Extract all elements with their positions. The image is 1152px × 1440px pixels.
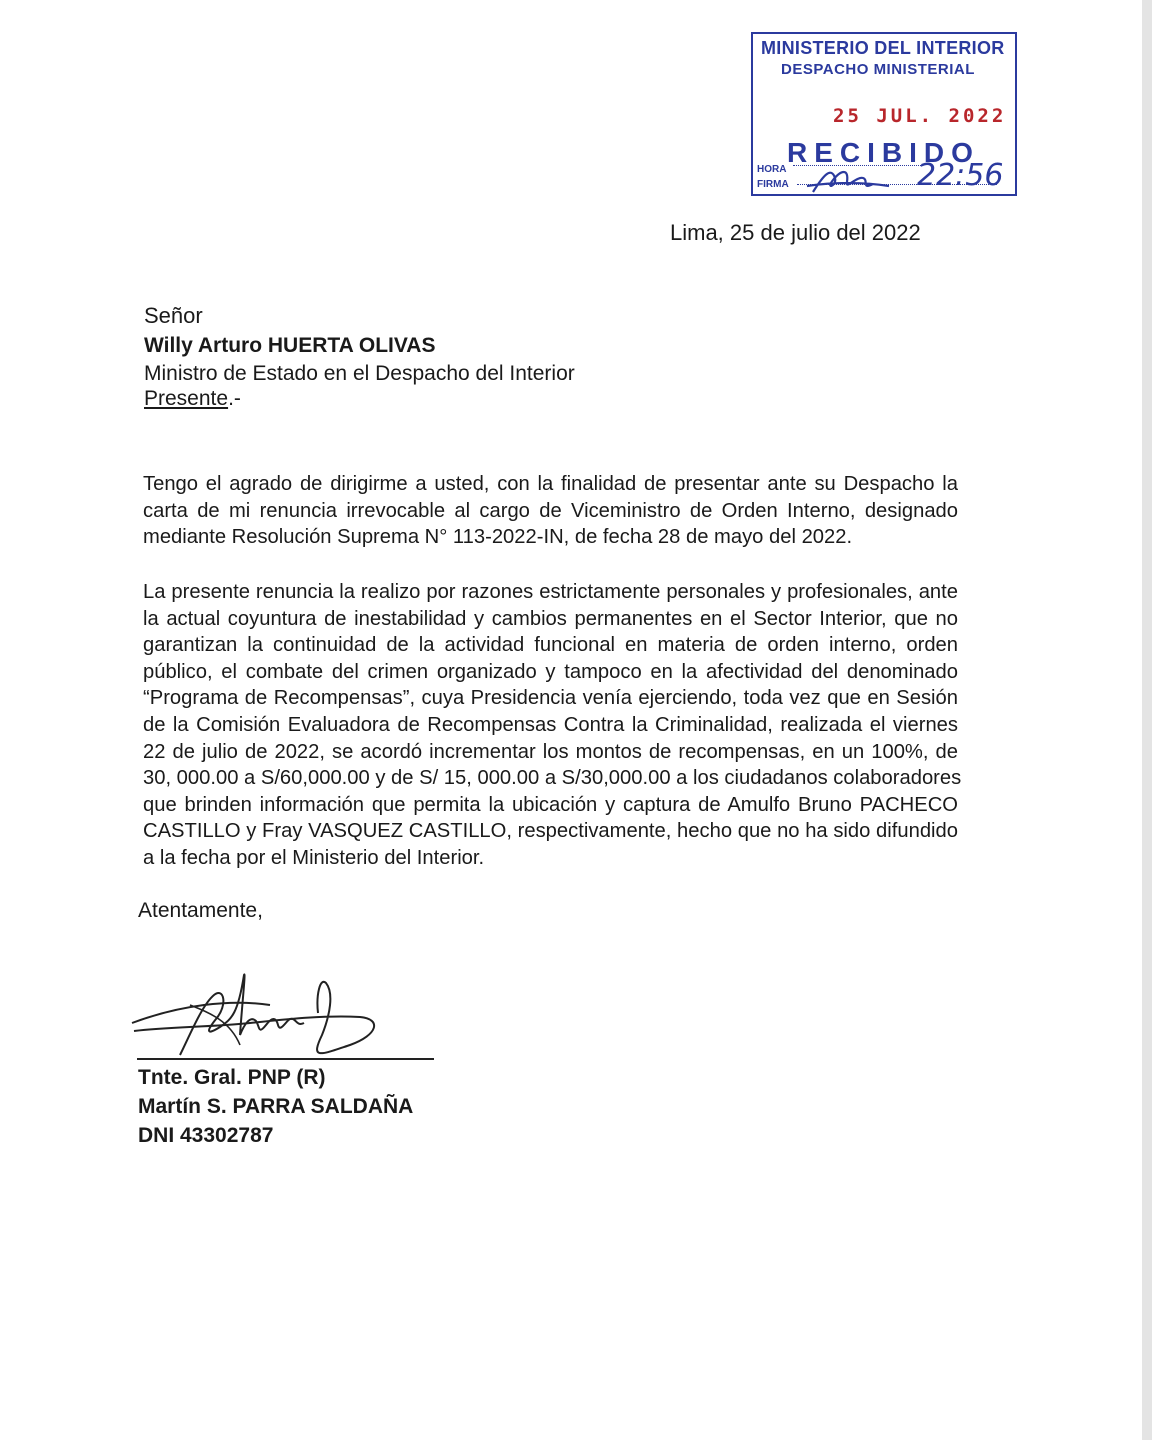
paragraph-line: La presente renuncia la realizo por razones estrictamente personales y profesionales, ante [143,581,958,603]
salutation: Señor [144,303,203,328]
page-edge [1142,0,1152,1440]
stamp-hora-label: HORA [757,164,787,175]
stamp-received: RECIBIDO [787,137,980,168]
stamp-ministry: MINISTERIO DEL INTERIOR [761,38,1005,58]
stamp-firma-label: FIRMA [757,179,789,190]
closing: Atentamente, [138,899,263,922]
paragraph-line: de la Comisión Evaluadora de Recompensas Contra la Criminalidad, realizada el viernes [143,713,958,736]
body-paragraph-2 [143,579,962,872]
paragraph-line: Tengo el agrado de dirigirme a usted, con la finalidad de presentar ante su Despacho la [143,473,958,495]
paragraph-line: la actual coyuntura de inestabilidad y cambios permanentes en el Sector Interior, que no [143,607,958,630]
signature-line [137,1058,434,1060]
paragraph-line: garantizan la continuidad de la actividad funcional en materia de orden interno, orden [143,634,958,657]
received-stamp [751,32,1017,196]
paragraph-line: 30, 000.00 a S/60,000.00 y de S/ 15, 000.00 a S/30,000.00 a los ciudadanos colaboradores [143,767,962,790]
signer-id: DNI 43302787 [138,1124,274,1147]
signer-rank: Tnte. Gral. PNP (R) [138,1066,326,1089]
presente-word: Presente [144,387,229,410]
paragraph-line: 22 de julio de 2022, se acordó incrementar los montos de recompensas, en un 100%, de [143,740,958,763]
presente-line [144,386,241,412]
paragraph-line: CASTILLO y Fray VASQUEZ CASTILLO, respectivamente, hecho que no ha sido difundido [143,820,958,843]
body-paragraph-1 [143,471,958,551]
place-date: Lima, 25 de julio del 2022 [670,220,921,245]
stamp-initials-signature [803,156,893,196]
paragraph-line: a la fecha por el Ministerio del Interior. [143,846,485,869]
presente-suffix: .- [228,387,241,410]
signer-name: Martín S. PARRA SALDAÑA [138,1095,414,1118]
paragraph-line: carta de mi renuncia irrevocable al cargo de Viceministro de Orden Interno, designado [143,499,958,522]
recipient-name: Willy Arturo HUERTA OLIVAS [144,334,436,357]
stamp-time: 22:56 [917,158,1004,193]
paragraph-line: mediante Resolución Suprema N° 113-2022-IN, de fecha 28 de mayo del 2022. [143,526,853,549]
paragraph-line: que brinden información que permita la ubicación y captura de Amulfo Bruno PACHECO [143,793,958,816]
recipient-title: Ministro de Estado en el Despacho del Interior [144,362,575,385]
stamp-office: DESPACHO MINISTERIAL [781,61,975,78]
paragraph-line: “Programa de Recompensas”, cuya Presidencia venía ejerciendo, toda vez que en Sesión [143,687,958,710]
stamp-date: 25 JUL. 2022 [833,105,1007,127]
paragraph-line: público, el combate del crimen organizado y tampoco en la afectividad del denominado [143,660,958,683]
